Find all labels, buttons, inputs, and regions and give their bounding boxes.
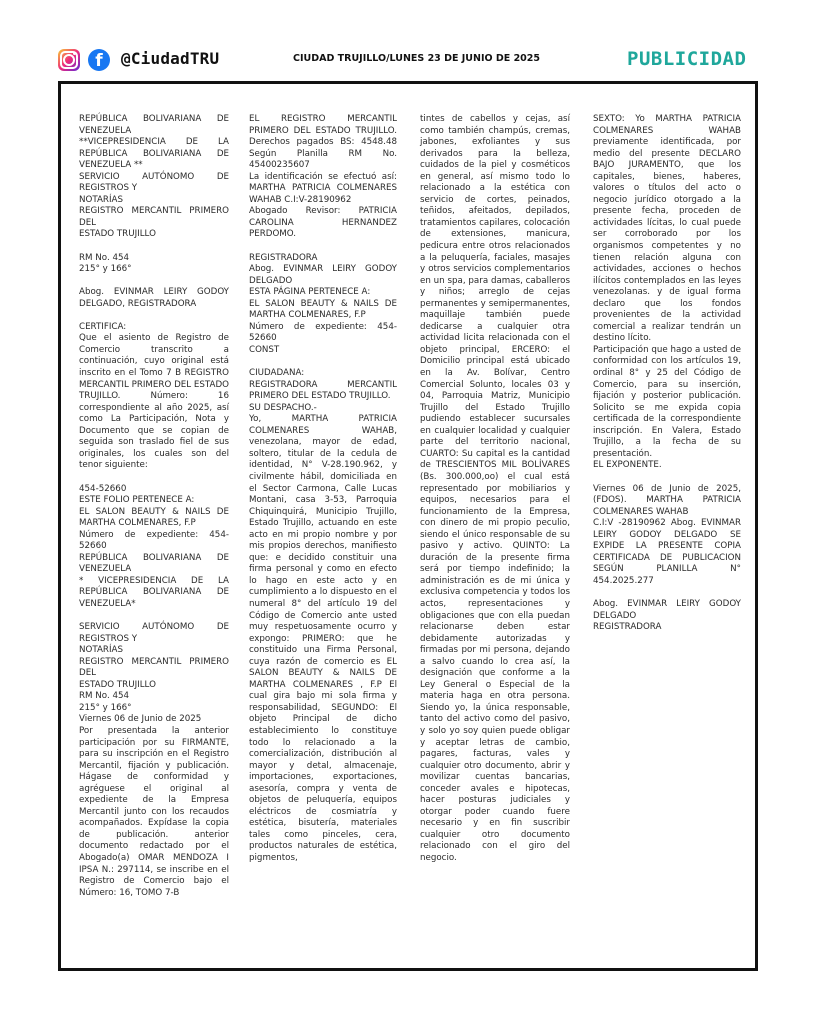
article-column-2 <box>249 114 397 865</box>
section-label: PUBLICIDAD <box>627 48 747 70</box>
column-text: REPÚBLICA BOLIVARIANA DE VENEZUELA **VICEPRESIDENCIA DE LA REPÚBLICA BOLIVARIANA DE VENEZUELA ** SERVICIO AUTÓNOMO DE REGISTROS Y NOTARÍAS REGISTRO MERCANTIL PRIMERO DEL ESTADO TRUJILLO RM No. 454 215° y 166° Abog. EVINMAR LEIRY GODOY DELGADO, REGISTRADORA CERTIFICA: Que el asiento de Registro de Comercio transcrito a continuación, cuyo original está inscrito en el Tomo 7 B REGISTRO MERCANTIL PRIMERO DEL ESTADO TRUJILLO. Número: 16 correspondiente al año 2025, así como La Participación, Nota y Documento que se copian de seguida son traslado fiel de sus originales, los cuales son del tenor siguiente: 454-52660 ESTE FOLIO PERTENECE A: EL SALON BEAUTY & NAILS DE MARTHA COLMENARES, F.P Número de expediente: 454-52660 REPÚBLICA BOLIVARIANA DE VENEZUELA * VICEPRESIDENCIA DE LA REPÚBLICA BOLIVARIANA DE VENEZUELA* SERVICIO AUTÓNOMO DE REGISTROS Y NOTARÍAS REGISTRO MERCANTIL PRIMERO DEL ESTADO TRUJILLO RM No. 454 215° y 166° Viernes 06 de Junio de 2025 Por presentada la anterior participación por su FIRMANTE, para su inscripción en el Registro Mercantil, fijación y publicación. Hágase de conformidad y agréguese el original al expediente de la Empresa Mercantil junto con los recaudos acompañados. Expídase la copia de publicación. anterior documento redactado por el Abogado(a) OMAR MENDOZA I IPSA N.: 297114, se inscribe en el Registro de Comercio bajo el Número: 16, TOMO 7-B <box>79 114 229 898</box>
social-handle[interactable]: @CiudadTRU <box>121 49 220 68</box>
column-text: SEXTO: Yo MARTHA PATRICIA COLMENARES WAHAB previamente identificada, por medio del presente DECLARO BAJO JURAMENTO, que los capitales, bienes, haberes, valores o títulos del acto o negocio jurídico otorgado a la presente fecha, proceden de actividades lícitas, lo cual puede ser corroborado por los organismos competentes y no tienen relación alguna con actividades, acciones o hechos ilícitos contemplados en las leyes venezolanas. y de igual forma declaro que los fondos provenientes de la actividad comercial a realizar tendrán un destino lícito. Participación que hago a usted de conformidad con los artículos 19, ordinal 8° y 25 del Código de Comercio, para su inserción, fijación y posterior publicación. Solicito se me expida copia certificada de la correspondiente inscripción. En Valera, Estado Trujillo, a la fecha de su presentación. EL EXPONENTE. Viernes 06 de Junio de 2025, (FDOS). MARTHA PATRICIA COLMENARES WAHAB C.I:V -28190962 Abog. EVINMAR LEIRY GODOY DELGADO SE EXPIDE LA PRESENTE COPIA CERTIFICADA DE PUBLICACION SEGÚN PLANILLA N° 454.2025.277 Abog. EVINMAR LEIRY GODOY DELGADO REGISTRADORA <box>593 114 741 633</box>
article-column-4 <box>593 114 741 634</box>
column-text: tintes de cabellos y cejas, así como también champús, cremas, jabones, exfoliantes y sus derivados para la belleza, cuidados de la piel y cosméticos en general, así mismo todo lo relacionado a la estética con servicio de cortes, peinados, teñidos, afeitados, depilados, tratamientos capilares, colocación de extensiones, manicura, pedicura entre otros relacionados a la peluquería, faciales, masajes y otros servicios complementarios en un spa, para damas, caballeros y niños; arreglo de cejas permanentes y semipermanentes, maquillaje también puede dedicarse a cualquier otra actividad licita relacionada con el objeto principal, ERCERO: el Domicilio principal está ubicado en la Av. Bolívar, Centro Comercial Solunto, locales 03 y 04, Parroquia Matriz, Municipio Trujillo del Estado Trujillo pudiendo establecer sucursales en cualquier localidad y cualquier parte del territorio nacional, CUARTO: Su capital es la cantidad de TRESCIENTOS MIL BOLÍVARES (Bs. 300.000,oo) el cual está representado por mobiliarios y equipos, necesarios para el funcionamiento de la Empresa, con dinero de mi propio peculio, siendo el único responsable de su pasivo y activo. QUINTO: La duración de la presente firma será por tiempo indefinido; la administración es de mi única y exclusiva competencia y todos los actos, representaciones y obligaciones que con ella puedan relacionarse deben estar debidamente autorizadas y firmadas por mi persona, dejando a salvo cuando lo crea así, la designación que conforme a la Ley General o Especial de la materia haga en otra persona. Siendo yo, la única responsable, tanto del activo como del pasivo, y solo yo soy quien puede obligar y aceptar letras de cambio, pagares, facturas, vales y cualquier otro documento, abrir y movilizar cuentas bancarias, conceder avales e hipotecas, hacer posturas judiciales y otorgar poder cuando fuere necesario y en fin suscribir cualquier otro documento relacionado con el giro del negocio. <box>420 114 570 863</box>
facebook-icon[interactable]: f <box>88 49 110 71</box>
article-column-1 <box>79 114 229 899</box>
dateline: CIUDAD TRUJILLO/LUNES 23 DE JUNIO DE 2025 <box>293 53 541 64</box>
instagram-icon[interactable] <box>58 49 80 71</box>
article-column-3 <box>420 114 570 865</box>
page-header <box>0 0 819 80</box>
column-text: EL REGISTRO MERCANTIL PRIMERO DEL ESTADO TRUJILLO. Derechos pagados BS: 4548.48 Según Planilla RM No. 45400235607 La identificación se efectuó así: MARTHA PATRICIA COLMENARES WAHAB C.I:V-28190962 Abogado Revisor: PATRICIA CAROLINA HERNANDEZ PERDOMO. REGISTRADORA Abog. EVINMAR LEIRY GODOY DELGADO ESTA PÁGINA PERTENECE A: EL SALON BEAUTY & NAILS DE MARTHA COLMENARES, F.P Número de expediente: 454-52660 CONST CIUDADANA: REGISTRADORA MERCANTIL PRIMERO DEL ESTADO TRUJILLO. SU DESPACHO.- Yo, MARTHA PATRICIA COLMENARES WAHAB, venezolana, mayor de edad, soltero, titular de la cedula de identidad, N° V-28.190.962, y civilmente hábil, domiciliada en el Sector Carmona, Calle Lucas Montani, casa 3-53, Parroquia Chiquinquirá, Municipio Trujillo, Estado Trujillo, actuando en este acto en mi propio nombre y por mis propios derechos, manifiesto que: e decidido constituir una firma personal y como en efecto lo hago en este acto y en cumplimiento a lo dispuesto en el numeral 8° del artículo 19 del Código de Comercio ante usted muy respetuosamente ocurro y expongo: PRIMERO: que he constituido una Firma Personal, cuya razón de comercio es EL SALON BEAUTY & NAILS DE MARTHA COLMENARES , F.P El cual gira bajo mi sola firma y responsabilidad, SEGUNDO: El objeto Principal de dicho establecimiento lo constituye todo lo relacionado a la comercialización, distribución al mayor y detal, almacenaje, importaciones, exportaciones, asesoría, compra y venta de objetos de peluquería, equipos eléctricos de cosmiatría y estética, bisutería, materiales tales como pinceles, cera, productos naturales de estética, pigmentos, <box>249 114 397 863</box>
